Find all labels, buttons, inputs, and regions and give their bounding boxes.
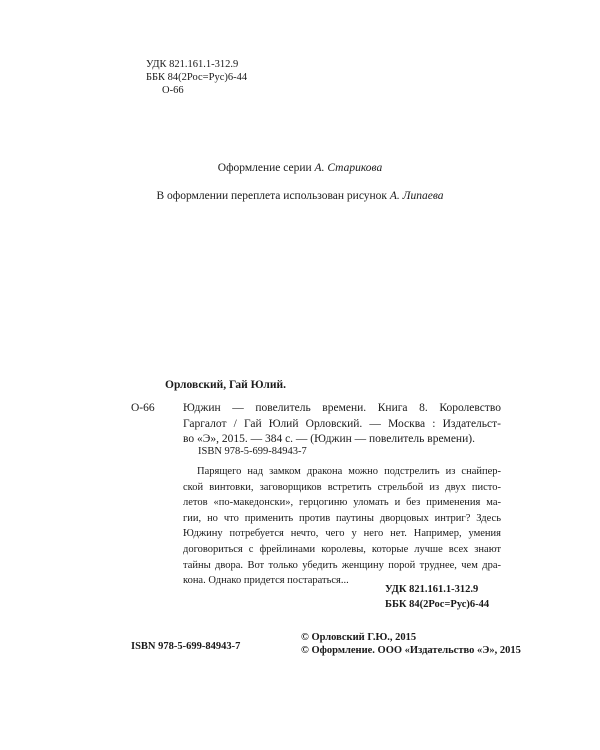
bib-author-mark: О-66 xyxy=(131,402,155,414)
annotation-line: летов «по-македонски», герцогиню уломать и без применения ма- xyxy=(183,497,501,509)
bbk-code: ББК 84(2Рос=Рус)6-44 xyxy=(146,72,248,83)
annotation-line: Юджину потребуется нечто, чего у него нет. Например, умения xyxy=(183,528,501,540)
description-line: Юджин — повелитель времени. Книга 8. Королевство xyxy=(183,402,501,414)
bib-isbn: ISBN 978-5-699-84943-7 xyxy=(198,446,307,457)
footer-isbn: ISBN 978-5-699-84943-7 xyxy=(131,641,241,652)
annotation-line: ской винтовки, заговорщиков встретить стрельбой из двух писто- xyxy=(183,481,501,493)
udk-code: УДК 821.161.1-312.9 xyxy=(146,59,239,70)
cover-art-name: А. Липаева xyxy=(389,190,444,202)
description-line: во «Э», 2015. — 384 с. — (Юджин — повелитель времени). xyxy=(183,433,475,446)
description-line: Гаргалот / Гай Юлий Орловский. — Москва : Издательст- xyxy=(183,417,501,430)
annotation-line: договориться с фрейлинами королевы, которые лучше всех знают xyxy=(183,543,501,555)
annotation-line: кона. Однако придется постараться... xyxy=(183,575,349,587)
annotation-line: тайны двора. Вот только убедить женщину порой труднее, чем дра- xyxy=(183,559,501,571)
series-design-credit xyxy=(0,161,600,175)
series-design-name: А. Старикова xyxy=(314,162,383,174)
series-design-prefix: Оформление серии xyxy=(217,162,312,174)
annotation-line: Парящего над замком дракона можно подстрелить из снайпер- xyxy=(197,466,501,477)
bibliographic-description xyxy=(183,401,501,448)
annotation-line: гии, но что применить против паутины дворцовых интриг? Здесь xyxy=(183,512,501,524)
copyright-design: © Оформление. ООО «Издательство «Э», 2015 xyxy=(301,645,521,656)
cover-art-credit xyxy=(0,189,600,203)
classification-udk: УДК 821.161.1-312.9 xyxy=(385,584,479,595)
cover-art-prefix: В оформлении переплета использован рисунок xyxy=(156,190,388,202)
copyright-author: © Орловский Г.Ю., 2015 xyxy=(301,632,417,643)
classification-bbk: ББК 84(2Рос=Рус)6-44 xyxy=(385,599,490,610)
author-mark: О-66 xyxy=(162,85,184,96)
annotation xyxy=(183,464,501,589)
author-heading: Орловский, Гай Юлий. xyxy=(165,379,286,391)
